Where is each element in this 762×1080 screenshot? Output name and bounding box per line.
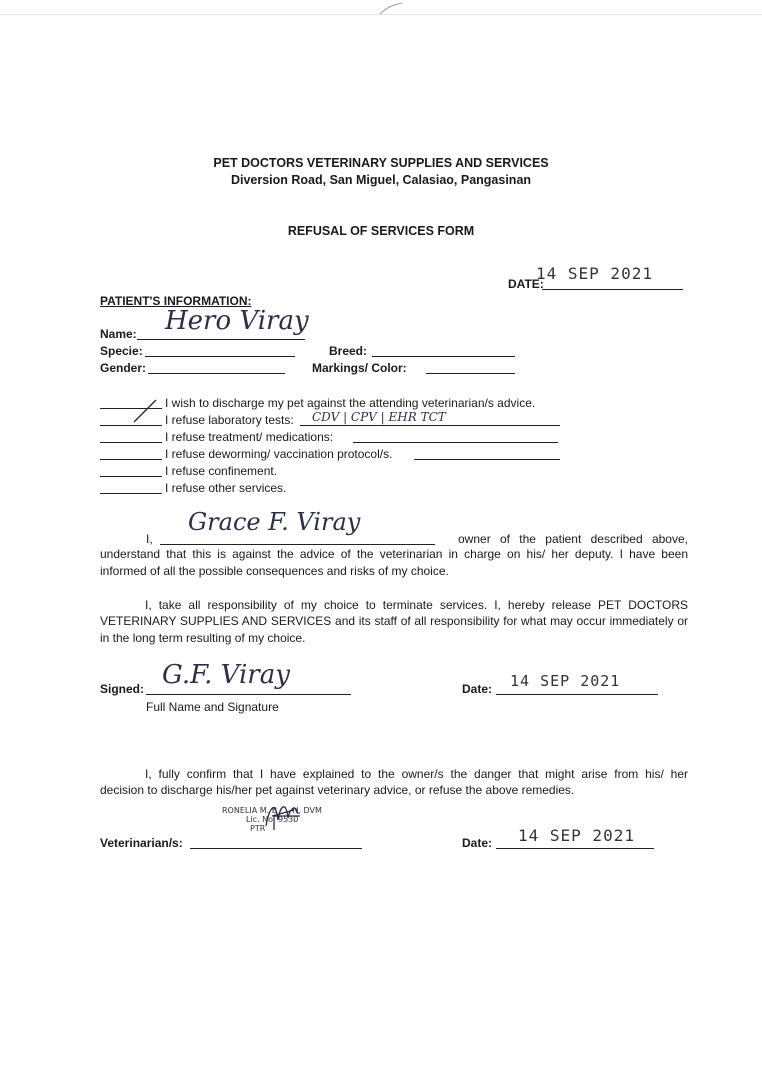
lab-tests-line	[300, 425, 560, 426]
option-line-6	[100, 493, 162, 494]
top-date-label: DATE:	[508, 277, 544, 291]
option-text-4: I refuse deworming/ vaccination protocol/s.	[165, 447, 393, 461]
release-line1: I, take all responsibility of my choice to terminate services. I, hereby release PET DOCTORS	[145, 598, 688, 612]
option-line-3	[100, 442, 162, 443]
option-text-2: I refuse laboratory tests:	[165, 413, 294, 427]
owner-name-line	[160, 544, 435, 545]
release-line2: VETERINARY SUPPLIES AND SERVICES and its staff of all responsibility for what may occur immediately or	[100, 614, 688, 628]
option-line-4	[100, 459, 162, 460]
option-text-1: I wish to discharge my pet against the attending veterinarian/s advice.	[165, 396, 536, 410]
option-text-5: I refuse confinement.	[165, 464, 278, 478]
check-mark-icon	[130, 398, 160, 424]
gender-line	[148, 373, 285, 374]
markings-line	[426, 373, 515, 374]
signed-date-line	[496, 694, 658, 695]
signed-date-label: Date:	[462, 682, 493, 696]
lab-tests-handwriting: CDV | CPV | EHR TCT	[312, 410, 446, 424]
confirm-line1: I, fully confirm that I have explained to the owner/s the danger that might arise from his/ her	[145, 767, 688, 781]
vet-label: Veterinarian/s:	[100, 836, 183, 850]
signature-line	[146, 694, 351, 695]
scan-mark-icon	[376, 2, 406, 16]
top-date-stamp: 14 SEP 2021	[536, 264, 653, 283]
markings-label: Markings/ Color:	[312, 361, 407, 375]
owner-name-handwriting: Grace F. Viray	[188, 508, 361, 536]
specie-line	[145, 356, 295, 357]
owner-signature: G.F. Viray	[162, 660, 290, 690]
signature-caption: Full Name and Signature	[146, 700, 279, 714]
vet-signature-scribble-icon	[260, 796, 304, 836]
vet-line	[190, 848, 362, 849]
vet-stamp-ptr: PTR	[250, 824, 266, 833]
treatment-line	[353, 442, 558, 443]
gender-label: Gender:	[100, 361, 147, 375]
vet-date-label: Date:	[462, 836, 493, 850]
breed-line	[372, 356, 515, 357]
confirm-line2: decision to discharge his/her pet against veterinary advice, or refuse the above remedies.	[100, 783, 575, 797]
signed-label: Signed:	[100, 682, 144, 696]
vet-date-line	[496, 848, 654, 849]
name-label: Name:	[100, 327, 137, 341]
statement-line3: informed of all the possible consequences and risks of my choice.	[100, 564, 449, 578]
patient-section-label: PATIENT'S INFORMATION:	[100, 294, 252, 308]
option-text-3: I refuse treatment/ medications:	[165, 430, 334, 444]
patient-name-handwriting: Hero Viray	[165, 306, 309, 336]
form-title: REFUSAL OF SERVICES FORM	[287, 224, 475, 238]
clinic-address: Diversion Road, San Miguel, Calasiao, Pangasinan	[230, 173, 532, 187]
statement-line1-rest: owner of the patient described above,	[458, 532, 688, 546]
option-line-5	[100, 476, 162, 477]
option-line-2	[100, 425, 162, 426]
statement-prefix: I,	[146, 532, 153, 546]
vet-stamp-license: Lic. No. 9530	[246, 815, 299, 824]
top-date-line	[542, 289, 683, 290]
signed-date-stamp: 14 SEP 2021	[510, 672, 621, 690]
release-line3: in the long term resulting of my choice.	[100, 631, 306, 645]
vet-stamp-name: RONELIA M. B N, DVM	[222, 806, 322, 815]
vet-date-stamp: 14 SEP 2021	[518, 826, 635, 845]
name-line	[137, 339, 305, 340]
clinic-name: PET DOCTORS VETERINARY SUPPLIES AND SERVICES	[213, 156, 549, 170]
breed-label: Breed:	[329, 344, 368, 358]
specie-label: Specie:	[100, 344, 143, 358]
statement-line2: understand that this is against the advice of the veterinarian in charge on his/ her deputy. I have been	[100, 547, 688, 561]
option-text-6: I refuse other services.	[165, 481, 287, 495]
deworming-line	[414, 459, 560, 460]
